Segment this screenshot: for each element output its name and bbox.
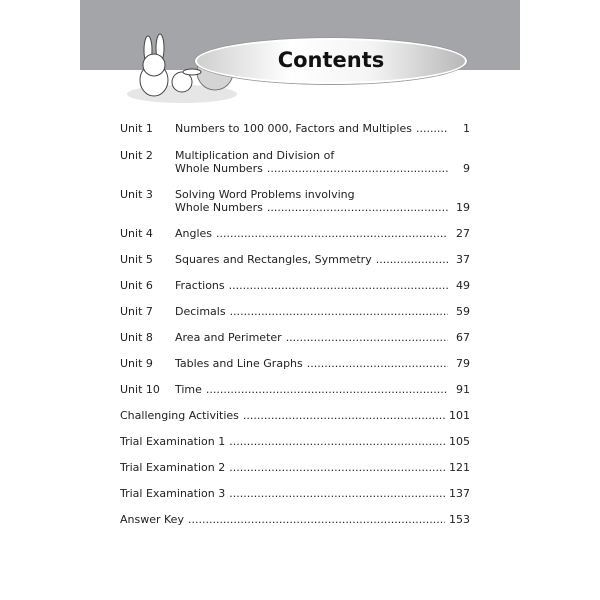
page-number: 27 bbox=[456, 227, 470, 240]
entry-title: Answer Key bbox=[120, 513, 184, 526]
dot-leader bbox=[267, 162, 448, 175]
dot-leader bbox=[206, 383, 448, 396]
entry-title: Angles bbox=[175, 227, 213, 240]
entry-title: Trial Examination 2 bbox=[120, 461, 226, 474]
dot-leader bbox=[216, 227, 448, 240]
page-number: 137 bbox=[449, 487, 470, 500]
page-number: 105 bbox=[449, 435, 470, 448]
entry-title: Trial Examination 3 bbox=[120, 487, 226, 500]
dot-leader bbox=[188, 513, 445, 526]
entry-title: Squares and Rectangles, Symmetry bbox=[175, 253, 372, 266]
page-number: 101 bbox=[449, 409, 470, 422]
page-number: 49 bbox=[456, 279, 470, 292]
entry-title: Challenging Activities bbox=[120, 409, 239, 422]
dot-leader bbox=[229, 435, 445, 448]
page-number: 19 bbox=[456, 201, 470, 214]
entry-title: Whole Numbers bbox=[175, 162, 263, 175]
unit-label: Unit 10 bbox=[120, 383, 160, 396]
dot-leader bbox=[229, 487, 445, 500]
page-number: 67 bbox=[456, 331, 470, 344]
unit-label: Unit 3 bbox=[120, 188, 153, 201]
entry-title: Tables and Line Graphs bbox=[175, 357, 303, 370]
unit-label: Unit 7 bbox=[120, 305, 153, 318]
dot-leader bbox=[376, 253, 448, 266]
entry-title: Whole Numbers bbox=[175, 201, 263, 214]
page-number: 1 bbox=[463, 122, 470, 135]
dot-leader bbox=[286, 331, 448, 344]
entry-title: Area and Perimeter bbox=[175, 331, 282, 344]
entry-title: Numbers to 100 000, Factors and Multiples bbox=[175, 122, 412, 135]
entry-title: Trial Examination 1 bbox=[120, 435, 226, 448]
page-number: 37 bbox=[456, 253, 470, 266]
unit-label: Unit 5 bbox=[120, 253, 153, 266]
unit-label: Unit 1 bbox=[120, 122, 153, 135]
dot-leader bbox=[267, 201, 448, 214]
page-number: 153 bbox=[449, 513, 470, 526]
page-number: 79 bbox=[456, 357, 470, 370]
dot-leader bbox=[229, 279, 448, 292]
unit-label: Unit 8 bbox=[120, 331, 153, 344]
dot-leader bbox=[416, 122, 448, 135]
page-title: Contents bbox=[277, 48, 385, 72]
unit-label: Unit 4 bbox=[120, 227, 153, 240]
entry-title: Decimals bbox=[175, 305, 226, 318]
entry-title: Multiplication and Division of bbox=[175, 149, 335, 162]
unit-label: Unit 6 bbox=[120, 279, 153, 292]
entry-title: Solving Word Problems involving bbox=[175, 188, 355, 201]
page-number: 9 bbox=[463, 162, 470, 175]
unit-label: Unit 2 bbox=[120, 149, 153, 162]
page-number: 59 bbox=[456, 305, 470, 318]
dot-leader bbox=[243, 409, 445, 422]
dot-leader bbox=[307, 357, 448, 370]
dot-leader bbox=[229, 461, 445, 474]
page-number: 121 bbox=[449, 461, 470, 474]
dot-leader bbox=[230, 305, 448, 318]
unit-label: Unit 9 bbox=[120, 357, 153, 370]
page-number: 91 bbox=[456, 383, 470, 396]
entry-title: Fractions bbox=[175, 279, 225, 292]
entry-title: Time bbox=[175, 383, 202, 396]
